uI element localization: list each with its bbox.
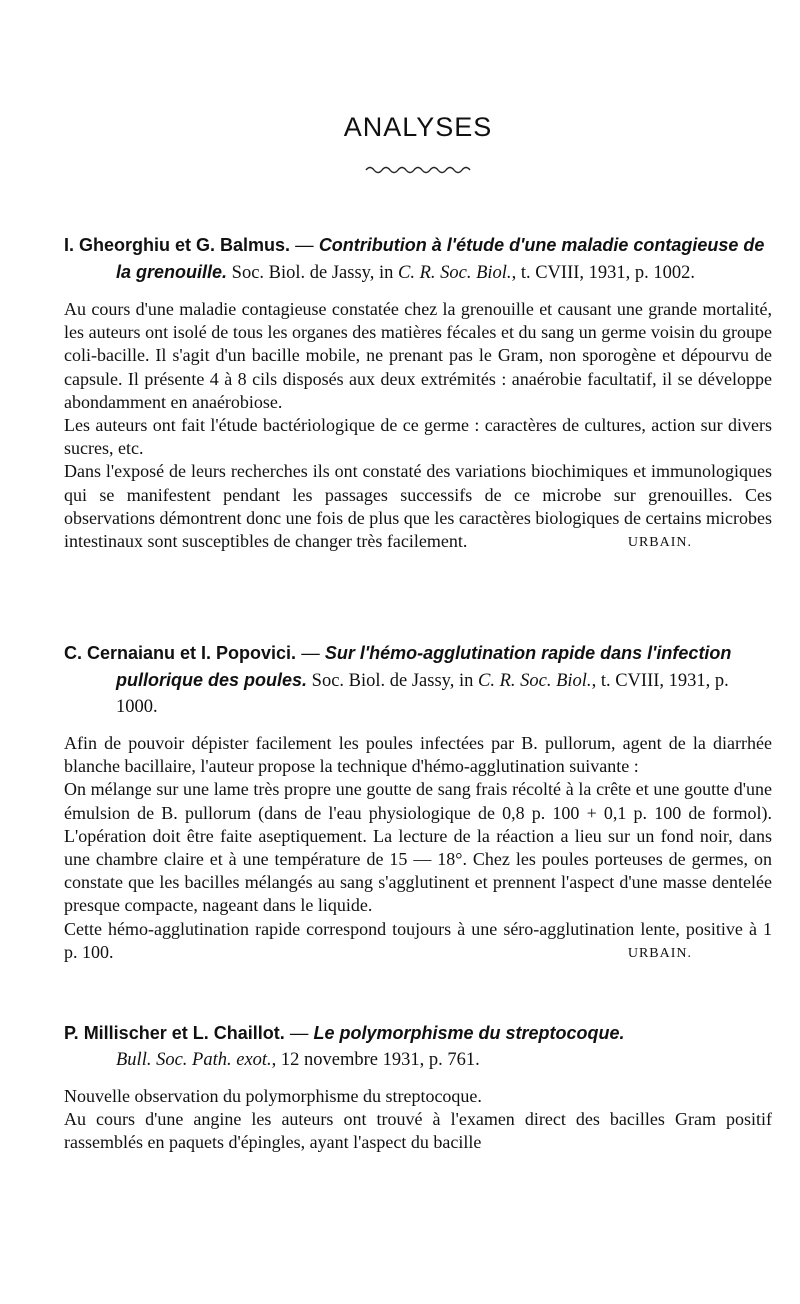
entry-title: Le polymorphisme du streptocoque. — [313, 1023, 625, 1043]
journal-name: C. R. Soc. Biol. — [478, 671, 592, 691]
entry-authors: I. Gheorghiu et G. Balmus. — [64, 235, 291, 255]
paragraph: Les auteurs ont fait l'étude bactériologique de ce germe : caractères de cultures, action sur divers sucres, etc. — [64, 415, 772, 459]
source-volume: , t. CVIII, 1931, p. 1000. — [116, 671, 729, 717]
entry-title: Sur l'hémo-agglutination rapide dans l'infection pullorique des poules. — [116, 643, 732, 690]
paragraph: On mélange sur une lame très propre une goutte de sang frais récolté à la crête et une goutte d'une émulsion de B. pullorum (dans de l'eau physiologique de 0,8 p. 100 + 0,1 p. 100 de formol). L'opération doit être faite aseptiquement. La lecture de la réaction a lieu sur un fond noir, dans une chambre claire et à une température de 15 — 18°. Chez les poules porteuses de germes, on constate que les bacilles mélangés au sang s'agglutinent et prennent l'aspect d'une masse dentelée presque compacte, nageant dans le liquide. — [64, 779, 772, 916]
source-text: Soc. Biol. de Jassy, in — [227, 263, 398, 283]
source-text: Soc. Biol. de Jassy, in — [307, 671, 478, 691]
paragraph: Au cours d'une maladie contagieuse constatée chez la grenouille et causant une grande mortalité, les auteurs ont isolé de tous les organes des matières fécales et du sang un germe voisin du groupe coli-bacille. Il s'agit d'un bacille mobile, ne prenant pas le Gram, non sporogène et dépourvu de capsule. Il présente 4 à 8 cils disposés aux deux extrémités : anaérobie facultatif, il se développe abondamment en anaérobiose. — [64, 299, 772, 412]
source-volume: , t. CVIII, 1931, p. 1002. — [511, 263, 696, 283]
citation — [64, 1020, 772, 1073]
analysis-entry-gheorghiu — [64, 232, 772, 554]
entry-authors: C. Cernaianu et I. Popovici. — [64, 643, 297, 663]
paragraph: Au cours d'une angine les auteurs ont trouvé à l'examen direct des bacilles Gram positif rassemblés en paquets d'épingles, ayant l'aspect du bacille — [64, 1109, 772, 1153]
paragraph: Dans l'exposé de leurs recherches ils ont constaté des variations biochimiques et immunologiques qui se manifestent pendant les passages successifs de ce microbe sur grenouilles. Ces observations démontrent donc une fois de plus que les caractères biologiques de certains microbes intestinaux sont susceptibles de changer très facilement. — [64, 461, 772, 552]
signature: URBAIN. — [627, 535, 692, 551]
entry-title: Contribution à l'étude d'une maladie contagieuse de la grenouille. — [116, 235, 765, 282]
entry-separator: — — [296, 642, 325, 663]
analysis-entry-millischer — [64, 1020, 772, 1155]
page-title: ANALYSES — [343, 112, 493, 142]
journal-name: Bull. Soc. Path. exot. — [116, 1050, 272, 1070]
paragraph: Nouvelle observation du polymorphisme du streptocoque. — [64, 1086, 482, 1106]
paragraph: Cette hémo-agglutination rapide correspond toujours à une séro-agglutination lente, positive à 1 p. 100. — [64, 918, 772, 962]
title-ornament — [364, 164, 472, 174]
signature: URBAIN. — [627, 946, 692, 962]
entry-separator: — — [284, 1022, 314, 1043]
citation — [64, 232, 772, 286]
source-volume: , 12 novembre 1931, p. 761. — [271, 1050, 480, 1070]
entry-authors: P. Millischer et L. Chaillot. — [64, 1023, 285, 1043]
citation — [64, 640, 772, 720]
journal-name: C. R. Soc. Biol. — [398, 263, 512, 283]
entry-separator: — — [290, 234, 319, 255]
analysis-entry-cernaianu — [64, 640, 772, 965]
paragraph: Afin de pouvoir dépister facilement les poules infectées par B. pullorum, agent de la diarrhée blanche bacillaire, l'auteur propose la technique d'hémo-agglutination suivante : — [64, 733, 772, 777]
